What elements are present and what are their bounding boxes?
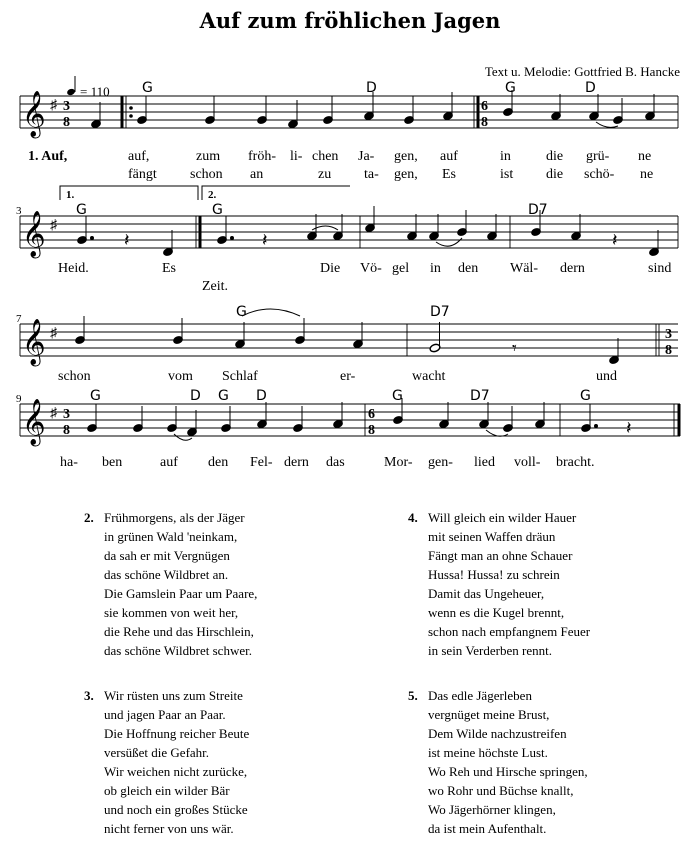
svg-text:auf,: auf, <box>128 149 150 164</box>
svg-text:3: 3 <box>63 99 70 114</box>
svg-text:G: G <box>90 388 101 404</box>
svg-text:G: G <box>76 202 87 218</box>
verse-2 <box>84 508 257 660</box>
svg-text:G: G <box>505 80 516 96</box>
svg-text:den: den <box>458 261 479 276</box>
svg-text:dern: dern <box>560 261 585 276</box>
svg-text:G: G <box>212 202 223 218</box>
verse-line: Damit das Ungeheuer, <box>428 586 545 601</box>
verse-line: da sah er mit Vergnügen <box>104 548 230 563</box>
volta-label-2: 2. <box>208 189 217 201</box>
verse-line: und jagen Paar an Paar. <box>104 707 226 722</box>
svg-text:8: 8 <box>665 343 672 358</box>
svg-text:sind: sind <box>648 261 672 276</box>
svg-text:G: G <box>142 80 153 96</box>
svg-text:D: D <box>190 388 201 404</box>
svg-text:li-: li- <box>290 149 303 164</box>
verse-line: Wir rüsten uns zum Streite <box>104 688 243 703</box>
svg-text:gen-: gen- <box>428 455 453 470</box>
svg-text:gel: gel <box>392 261 410 276</box>
verse-line: ob gleich ein wilder Bär <box>104 783 230 798</box>
svg-text:ta-: ta- <box>364 167 379 182</box>
svg-text:G: G <box>392 388 403 404</box>
verse-line: in sein Verderben rennt. <box>428 643 552 658</box>
svg-text:ne: ne <box>640 167 654 182</box>
verse-5 <box>408 686 588 838</box>
svg-text:Vö-: Vö- <box>360 261 382 276</box>
svg-text:ist: ist <box>500 167 514 182</box>
svg-text:auf: auf <box>440 149 458 164</box>
svg-text:voll-: voll- <box>514 455 541 470</box>
svg-text:lied: lied <box>474 455 495 470</box>
verse-line: in grünen Wald 'neinkam, <box>104 529 238 544</box>
svg-text:die: die <box>546 149 564 164</box>
notes-system-2 <box>77 206 660 257</box>
staff-system-1 <box>20 96 678 128</box>
svg-text:auf: auf <box>160 455 178 470</box>
time-signature-6-8 <box>481 99 488 130</box>
verse-line: versüßet die Gefahr. <box>104 745 210 760</box>
verse-number: 5. <box>408 688 418 703</box>
time-signature-6-8 <box>368 407 375 438</box>
verse-number: 4. <box>408 510 418 525</box>
svg-text:𝄽: 𝄽 <box>612 230 618 250</box>
chord-symbols-system-1 <box>142 80 596 96</box>
lyrics-system-2-line-2: Zeit. <box>202 279 229 294</box>
verse-line: das schöne Wildbret an. <box>104 567 229 582</box>
svg-text:vom: vom <box>168 369 193 384</box>
svg-text:𝄽: 𝄽 <box>262 230 268 250</box>
svg-text:Es: Es <box>442 167 456 182</box>
verse-line: sie kommen von weit her, <box>104 605 239 620</box>
song-title: Auf zum fröhlichen Jagen <box>199 8 501 33</box>
svg-text:in: in <box>500 149 511 164</box>
staff-system-3 <box>20 324 678 356</box>
chord-symbols-system-4 <box>90 388 591 404</box>
svg-text:G: G <box>580 388 591 404</box>
svg-text:fröh-: fröh- <box>248 149 276 164</box>
svg-text:G: G <box>218 388 229 404</box>
svg-text:= 110: = 110 <box>80 84 110 99</box>
lyrics-system-2-line-1 <box>58 261 671 276</box>
svg-text:3: 3 <box>665 327 672 342</box>
treble-clef-icon <box>22 91 46 139</box>
svg-text:Wäl-: Wäl- <box>510 261 538 276</box>
svg-text:fängt: fängt <box>128 167 157 182</box>
svg-text:Die: Die <box>320 261 341 276</box>
verse-3 <box>84 686 249 838</box>
svg-text:6: 6 <box>481 99 488 114</box>
svg-text:D: D <box>585 80 596 96</box>
verse-line: Will gleich ein wilder Hauer <box>428 510 577 525</box>
svg-text:schon: schon <box>190 167 223 182</box>
treble-clef-icon: 𝄞 <box>22 399 46 445</box>
verse-line: Frühmorgens, als der Jäger <box>104 510 245 525</box>
lyrics-system-3-line-1 <box>58 369 617 384</box>
verse-line: mit seinen Waffen dräun <box>428 529 556 544</box>
svg-text:8: 8 <box>63 423 70 438</box>
svg-text:ne: ne <box>638 149 652 164</box>
verse-number: 2. <box>84 510 94 525</box>
svg-text:Schlaf: Schlaf <box>222 369 258 384</box>
verse-line: Das edle Jägerleben <box>428 688 532 703</box>
svg-text:gen,: gen, <box>394 167 418 182</box>
verse-line: vergnüget meine Brust, <box>428 707 550 722</box>
svg-text:ben: ben <box>102 455 123 470</box>
svg-text:G: G <box>236 304 247 320</box>
svg-text:zu: zu <box>318 167 332 182</box>
svg-text:D: D <box>366 80 377 96</box>
treble-clef-icon: 𝄞 <box>22 211 46 257</box>
svg-text:zum: zum <box>196 149 221 164</box>
measure-number-9: 9 <box>16 393 22 405</box>
svg-text:Es: Es <box>162 261 176 276</box>
svg-text:D: D <box>256 388 267 404</box>
svg-text:Mor-: Mor- <box>384 455 413 470</box>
lyrics-system-1-line-2 <box>128 167 653 182</box>
svg-text:1. Auf,: 1. Auf, <box>28 149 68 164</box>
verse-line: die Rehe und das Hirschlein, <box>104 624 254 639</box>
verse-line: Die Hoffnung reicher Beute <box>104 726 250 741</box>
svg-text:6: 6 <box>368 407 375 422</box>
svg-text:grü-: grü- <box>586 149 610 164</box>
key-signature-sharp-icon: ♯ <box>50 406 57 421</box>
svg-text:𝄽: 𝄽 <box>124 230 130 250</box>
lyrics-system-1-line-1 <box>28 149 651 164</box>
svg-text:ha-: ha- <box>60 455 78 470</box>
staff-system-4 <box>20 404 680 436</box>
svg-text:schö-: schö- <box>584 167 615 182</box>
svg-text:schon: schon <box>58 369 91 384</box>
verse-line: Wo Reh und Hirsche springen, <box>428 764 588 779</box>
verse-line: ist meine höchste Lust. <box>428 745 548 760</box>
svg-text:bracht.: bracht. <box>556 455 595 470</box>
verse-line: Fängt man an ohne Schauer <box>428 548 573 563</box>
verse-line: da ist mein Aufenthalt. <box>428 821 547 836</box>
verse-line: Hussa! Hussa! zu schrein <box>428 567 560 582</box>
volta-label-1: 1. <box>66 189 75 201</box>
verse-line: und noch ein großes Stücke <box>104 802 248 817</box>
svg-text:8: 8 <box>481 115 488 130</box>
svg-text:𝄾: 𝄾 <box>512 338 517 358</box>
svg-text:den: den <box>208 455 229 470</box>
svg-text:D7: D7 <box>470 388 490 404</box>
verse-line: wenn es die Kugel brennt, <box>428 605 565 620</box>
svg-text:D7: D7 <box>528 202 548 218</box>
key-signature-sharp-icon: ♯ <box>50 218 57 233</box>
author-credit: Text u. Melodie: Gottfried B. Hancke <box>484 64 680 79</box>
svg-text:D7: D7 <box>430 304 450 320</box>
svg-text:𝄞: 𝄞 <box>22 91 46 137</box>
verse-line: schon nach empfangnem Feuer <box>428 624 591 639</box>
verse-line: Dem Wilde nachzustreifen <box>428 726 567 741</box>
verse-number: 3. <box>84 688 94 703</box>
time-signature-3-8 <box>665 327 672 358</box>
lyrics-system-4-line-1 <box>60 455 594 470</box>
chord-symbols-system-3 <box>236 304 450 320</box>
svg-text:wacht: wacht <box>412 369 446 384</box>
treble-clef-icon: 𝄞 <box>22 319 46 365</box>
svg-text:dern: dern <box>284 455 309 470</box>
svg-text:chen: chen <box>312 149 339 164</box>
staff-system-2 <box>20 216 678 248</box>
measure-number-3: 3 <box>16 205 22 217</box>
svg-text:8: 8 <box>368 423 375 438</box>
svg-text:und: und <box>596 369 617 384</box>
key-signature-sharp-icon: ♯ <box>50 326 57 341</box>
verse-line: wo Rohr und Büchse knallt, <box>428 783 574 798</box>
volta-brackets <box>60 186 350 200</box>
svg-text:in: in <box>430 261 441 276</box>
svg-text:die: die <box>546 167 564 182</box>
svg-text:𝄽: 𝄽 <box>626 418 632 438</box>
time-signature-3-8 <box>63 407 70 438</box>
verse-4 <box>408 508 590 660</box>
verse-line: Wo Jägerhörner klingen, <box>428 802 556 817</box>
time-signature-3-8 <box>63 99 70 130</box>
verse-line: das schöne Wildbret schwer. <box>104 643 252 658</box>
svg-text:8: 8 <box>63 115 70 130</box>
verse-line: Wir weichen nicht zurücke, <box>104 764 248 779</box>
svg-text:Heid.: Heid. <box>58 261 89 276</box>
measure-number-7: 7 <box>16 313 22 325</box>
key-signature-sharp-icon: ♯ <box>50 98 57 113</box>
svg-text:3: 3 <box>63 407 70 422</box>
svg-text:Fel-: Fel- <box>250 455 273 470</box>
svg-text:gen,: gen, <box>394 149 418 164</box>
svg-text:er-: er- <box>340 369 356 384</box>
svg-text:Ja-: Ja- <box>358 149 375 164</box>
verse-line: Die Gamslein Paar um Paare, <box>104 586 258 601</box>
svg-text:das: das <box>326 455 345 470</box>
svg-text:an: an <box>250 167 264 182</box>
verse-line: nicht ferner von uns wär. <box>104 821 234 836</box>
